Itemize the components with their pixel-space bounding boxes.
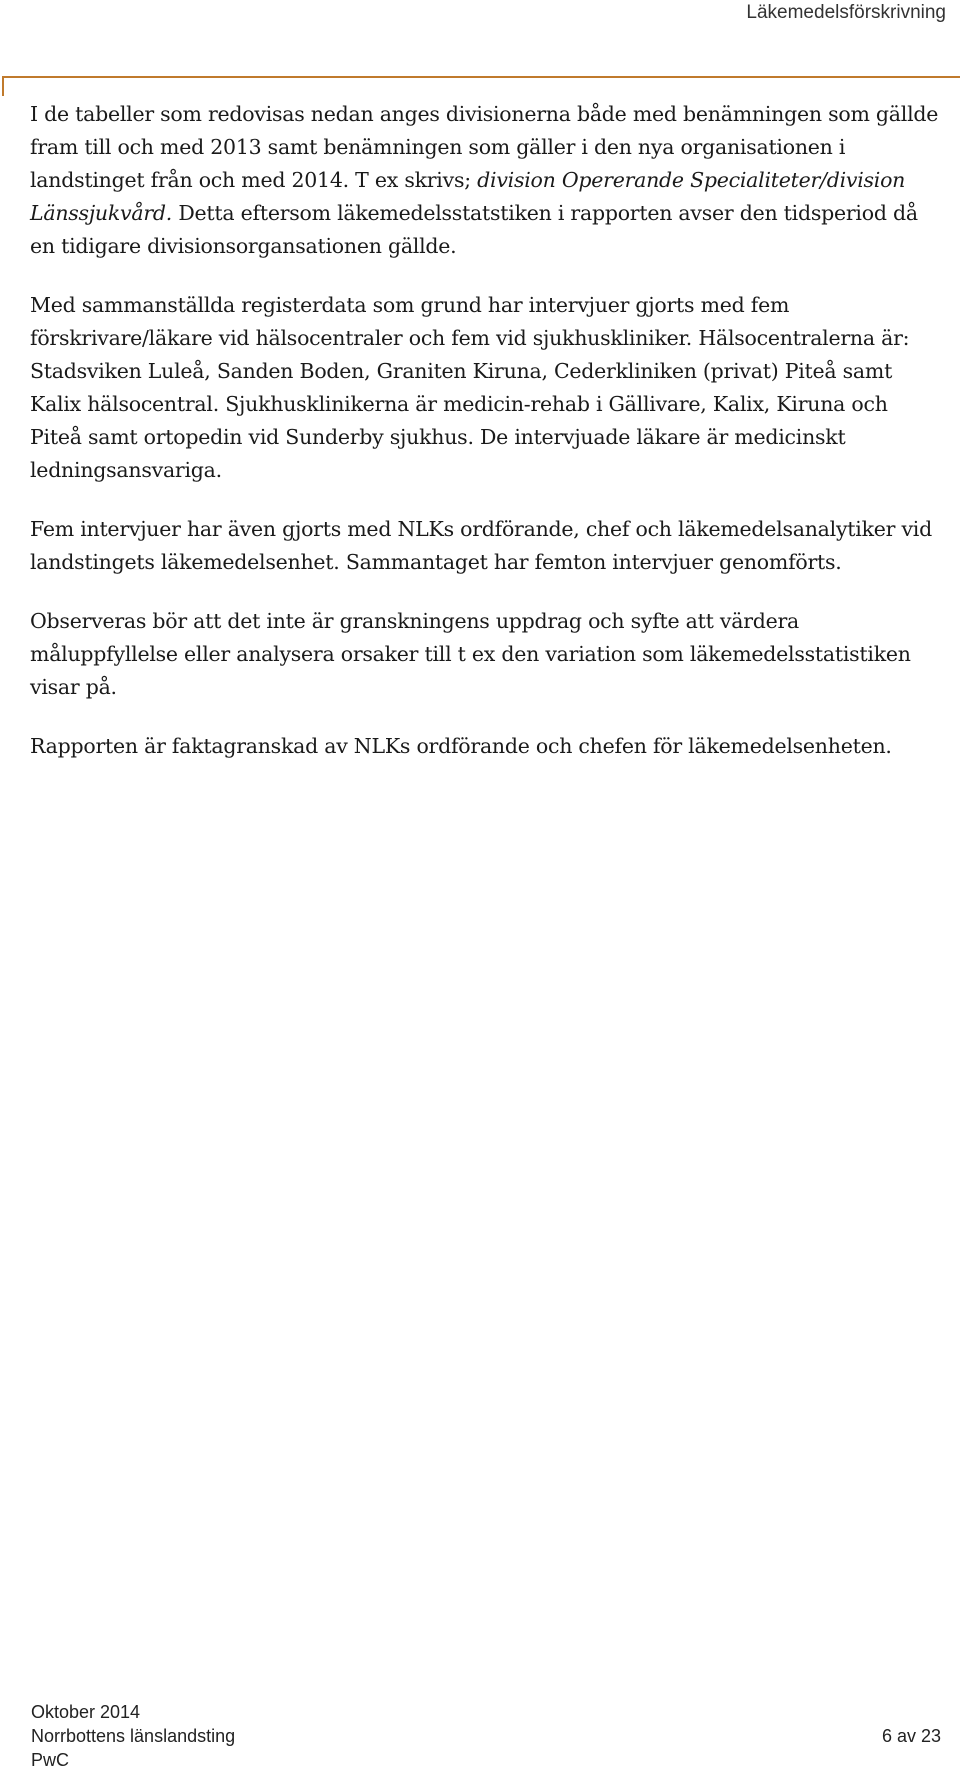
corner-rule-vertical <box>2 76 4 96</box>
page-header <box>0 0 960 40</box>
footer-firm: PwC <box>31 1750 70 1770</box>
footer-date: Oktober 2014 <box>31 1702 141 1722</box>
paragraph-divisions-italic-example: division Opererande Specialiteter/division Länssjukvård. <box>30 168 906 225</box>
paragraph-interviews: Med sammanställda registerdata som grund har intervjuer gjorts med fem förskrivare/läkare vid hälsocentraler och fem vid sjukhuskliniker. Hälsocentralerna är: Stadsviken Luleå, Sanden Boden, Graniten Kiruna, Cederkliniken (privat) Piteå samt Kalix hälsocentral. Sjukhusklinikerna är medicin-rehab i Gällivare, Kalix, Kiruna och Piteå samt ortopedin vid Sunderby sjukhus. De intervjuade läkare är medicinskt ledningsansvariga. <box>30 293 910 482</box>
page-number: 6 av 23 <box>881 1726 941 1746</box>
paragraph-divisions-text-a: I de tabeller som redovisas nedan anges divisionerna både med benämningen som gällde fram till och med 2013 samt benämningen som gäller i den nya organisationen i landstinget från och med 2014. T ex skrivs; <box>30 102 939 192</box>
page-footer <box>31 1700 941 1772</box>
corner-rule <box>0 76 960 96</box>
paragraph-divisions <box>30 98 945 263</box>
paragraph-additional-interviews: Fem intervjuer har även gjorts med NLKs ordförande, chef och läkemedelsanalytiker vid landstingets läkemedelsenhet. Sammantaget har femton intervjuer genomförts. <box>30 517 932 574</box>
body-text <box>30 98 945 789</box>
paragraph-scope-note: Observeras bör att det inte är granskningens uppdrag och syfte att värdera måluppfyllelse eller analysera orsaker till t ex den variation som läkemedelsstatistiken visar på. <box>30 609 911 699</box>
paragraph-fact-check: Rapporten är faktagranskad av NLKs ordförande och chefen för läkemedelsenheten. <box>30 734 892 758</box>
footer-organization-row <box>31 1724 941 1748</box>
running-header-title: Läkemedelsförskrivning <box>746 2 946 23</box>
footer-organization: Norrbottens länslandsting <box>31 1726 236 1746</box>
corner-rule-horizontal <box>2 76 960 78</box>
paragraph-divisions-text-b: Detta eftersom läkemedelsstatstiken i rapporten avser den tidsperiod då en tidigare divisionsorgansationen gällde. <box>30 201 918 258</box>
